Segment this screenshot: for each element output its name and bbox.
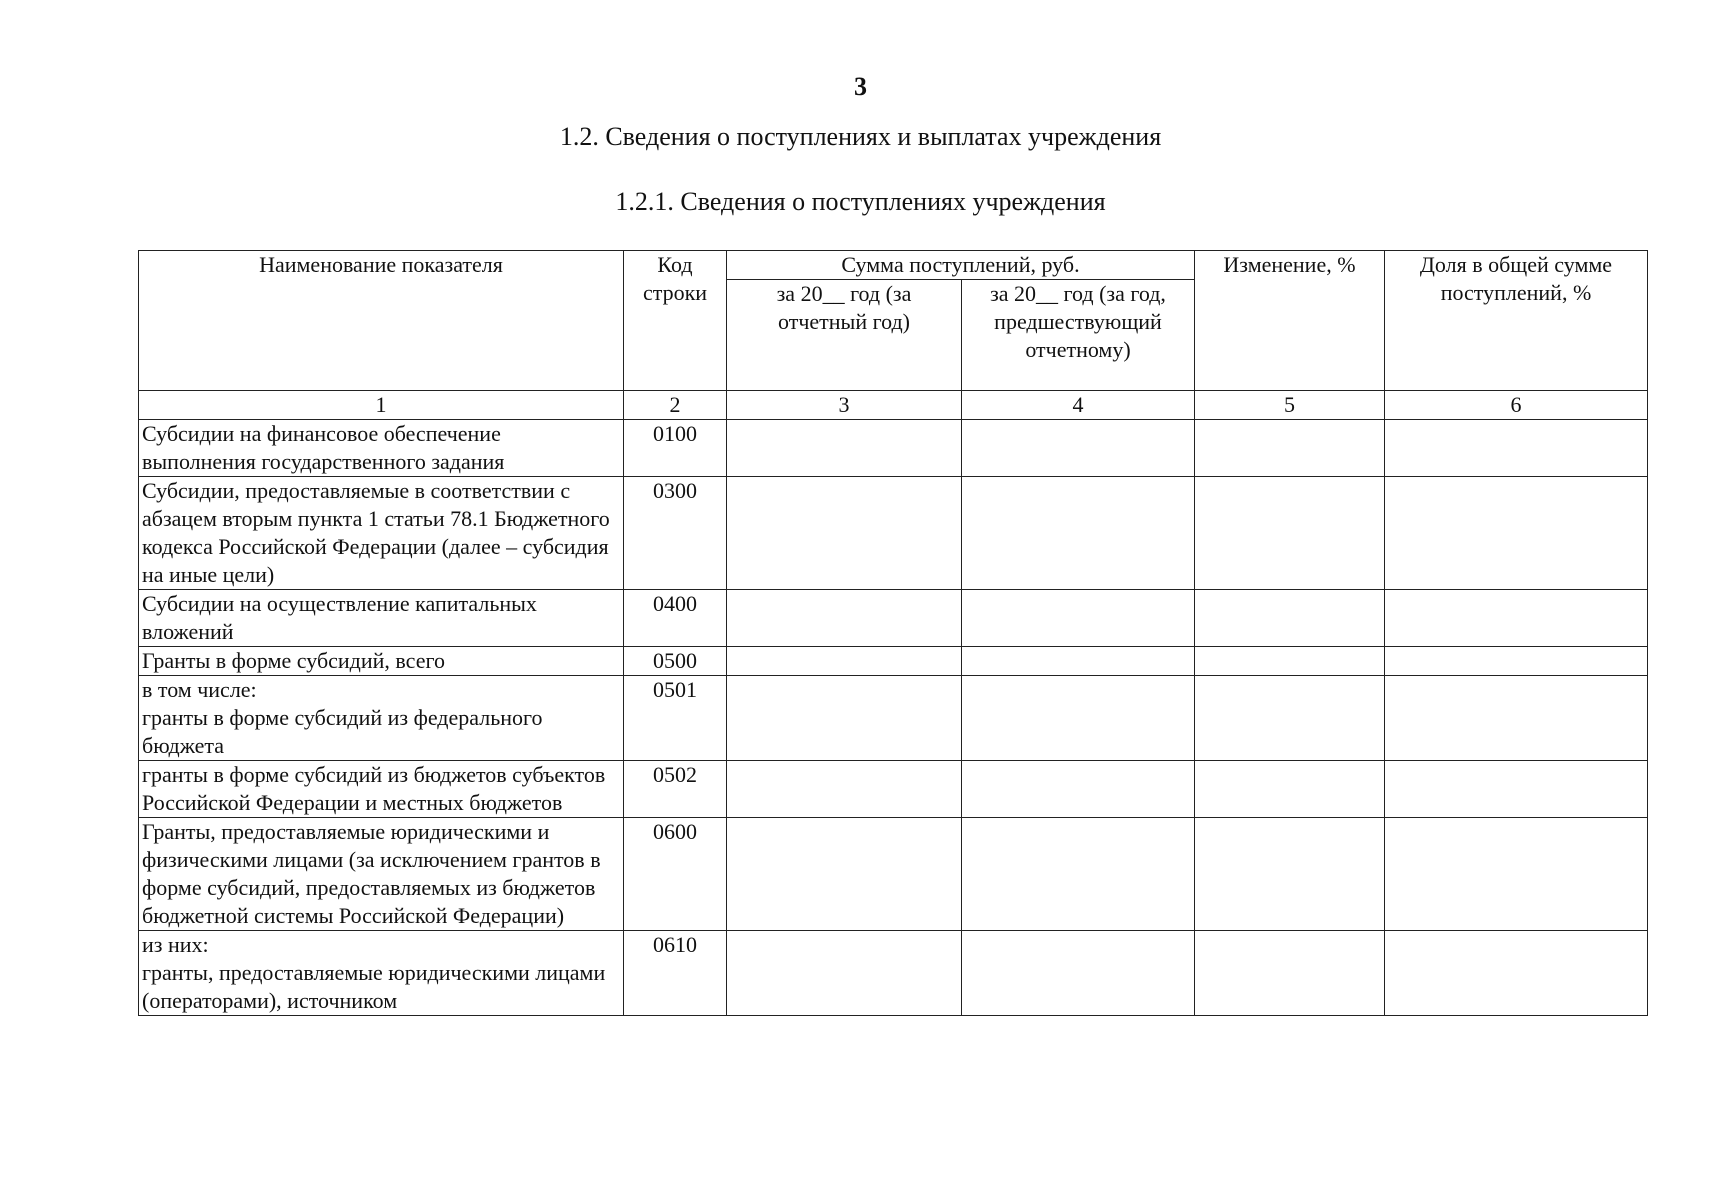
subsection-title: 1.2.1. Сведения о поступлениях учреждения [615,187,1106,216]
change-cell[interactable] [1195,931,1385,1016]
sum-previous-cell[interactable] [962,420,1195,477]
row-code: 0500 [624,647,727,676]
header-change: Изменение, % [1195,251,1385,391]
change-cell[interactable] [1195,676,1385,761]
share-cell[interactable] [1385,477,1648,590]
table-body [139,420,1648,1016]
column-number-row [139,391,1648,420]
page-number: 3 [854,72,867,101]
revenue-table [138,250,1648,1016]
sum-current-cell[interactable] [727,931,962,1016]
sum-previous-cell[interactable] [962,761,1195,818]
header-sum-group: Сумма поступлений, руб. [727,251,1195,280]
row-name: Гранты, предоставляемые юридическими и физическими лицами (за исключением грантов в форме субсидий, предоставляемых из бюджетов бюджетной системы Российской Федерации) [139,818,624,931]
table-row [139,590,1648,647]
sum-previous-cell[interactable] [962,590,1195,647]
sum-previous-cell[interactable] [962,676,1195,761]
row-name: Гранты в форме субсидий, всего [139,647,624,676]
share-cell[interactable] [1385,818,1648,931]
share-cell[interactable] [1385,420,1648,477]
row-code: 0501 [624,676,727,761]
sum-current-cell[interactable] [727,818,962,931]
section-title: 1.2. Сведения о поступлениях и выплатах учреждения [559,122,1162,151]
row-code: 0502 [624,761,727,818]
column-number: 6 [1385,391,1648,420]
change-cell[interactable] [1195,818,1385,931]
sum-previous-cell[interactable] [962,931,1195,1016]
row-name: Субсидии на осуществление капитальных вложений [139,590,624,647]
column-number: 4 [962,391,1195,420]
share-cell[interactable] [1385,590,1648,647]
header-sum-previous: за 20__ год (за год, предшествующий отчетному) [962,280,1195,391]
header-share: Доля в общей сумме поступлений, % [1385,251,1648,391]
sum-current-cell[interactable] [727,761,962,818]
header-code: Код строки [624,251,727,391]
table-row [139,420,1648,477]
sum-current-cell[interactable] [727,590,962,647]
sum-current-cell[interactable] [727,420,962,477]
table-row [139,676,1648,761]
column-number: 3 [727,391,962,420]
table-row [139,818,1648,931]
header-sum-current: за 20__ год (за отчетный год) [727,280,962,391]
row-code: 0300 [624,477,727,590]
sum-current-cell[interactable] [727,477,962,590]
share-cell[interactable] [1385,647,1648,676]
sum-previous-cell[interactable] [962,818,1195,931]
row-code: 0600 [624,818,727,931]
change-cell[interactable] [1195,420,1385,477]
column-number: 5 [1195,391,1385,420]
table-row [139,931,1648,1016]
share-cell[interactable] [1385,931,1648,1016]
sum-current-cell[interactable] [727,647,962,676]
share-cell[interactable] [1385,761,1648,818]
row-code: 0400 [624,590,727,647]
row-code: 0100 [624,420,727,477]
change-cell[interactable] [1195,477,1385,590]
row-name: Субсидии, предоставляемые в соответствии с абзацем вторым пункта 1 статьи 78.1 Бюджетного кодекса Российской Федерации (далее – субсидия на иные цели) [139,477,624,590]
sum-current-cell[interactable] [727,676,962,761]
row-name: в том числе: гранты в форме субсидий из федерального бюджета [139,676,624,761]
column-number: 1 [139,391,624,420]
row-name: Субсидии на финансовое обеспечение выполнения государственного задания [139,420,624,477]
row-name: гранты в форме субсидий из бюджетов субъектов Российской Федерации и местных бюджетов [139,761,624,818]
column-number: 2 [624,391,727,420]
table-row [139,761,1648,818]
row-name: из них: гранты, предоставляемые юридическими лицами (операторами), источником [139,931,624,1016]
change-cell[interactable] [1195,647,1385,676]
header-name: Наименование показателя [139,251,624,391]
table-row [139,477,1648,590]
change-cell[interactable] [1195,761,1385,818]
change-cell[interactable] [1195,590,1385,647]
sum-previous-cell[interactable] [962,477,1195,590]
row-code: 0610 [624,931,727,1016]
share-cell[interactable] [1385,676,1648,761]
table-row [139,647,1648,676]
sum-previous-cell[interactable] [962,647,1195,676]
